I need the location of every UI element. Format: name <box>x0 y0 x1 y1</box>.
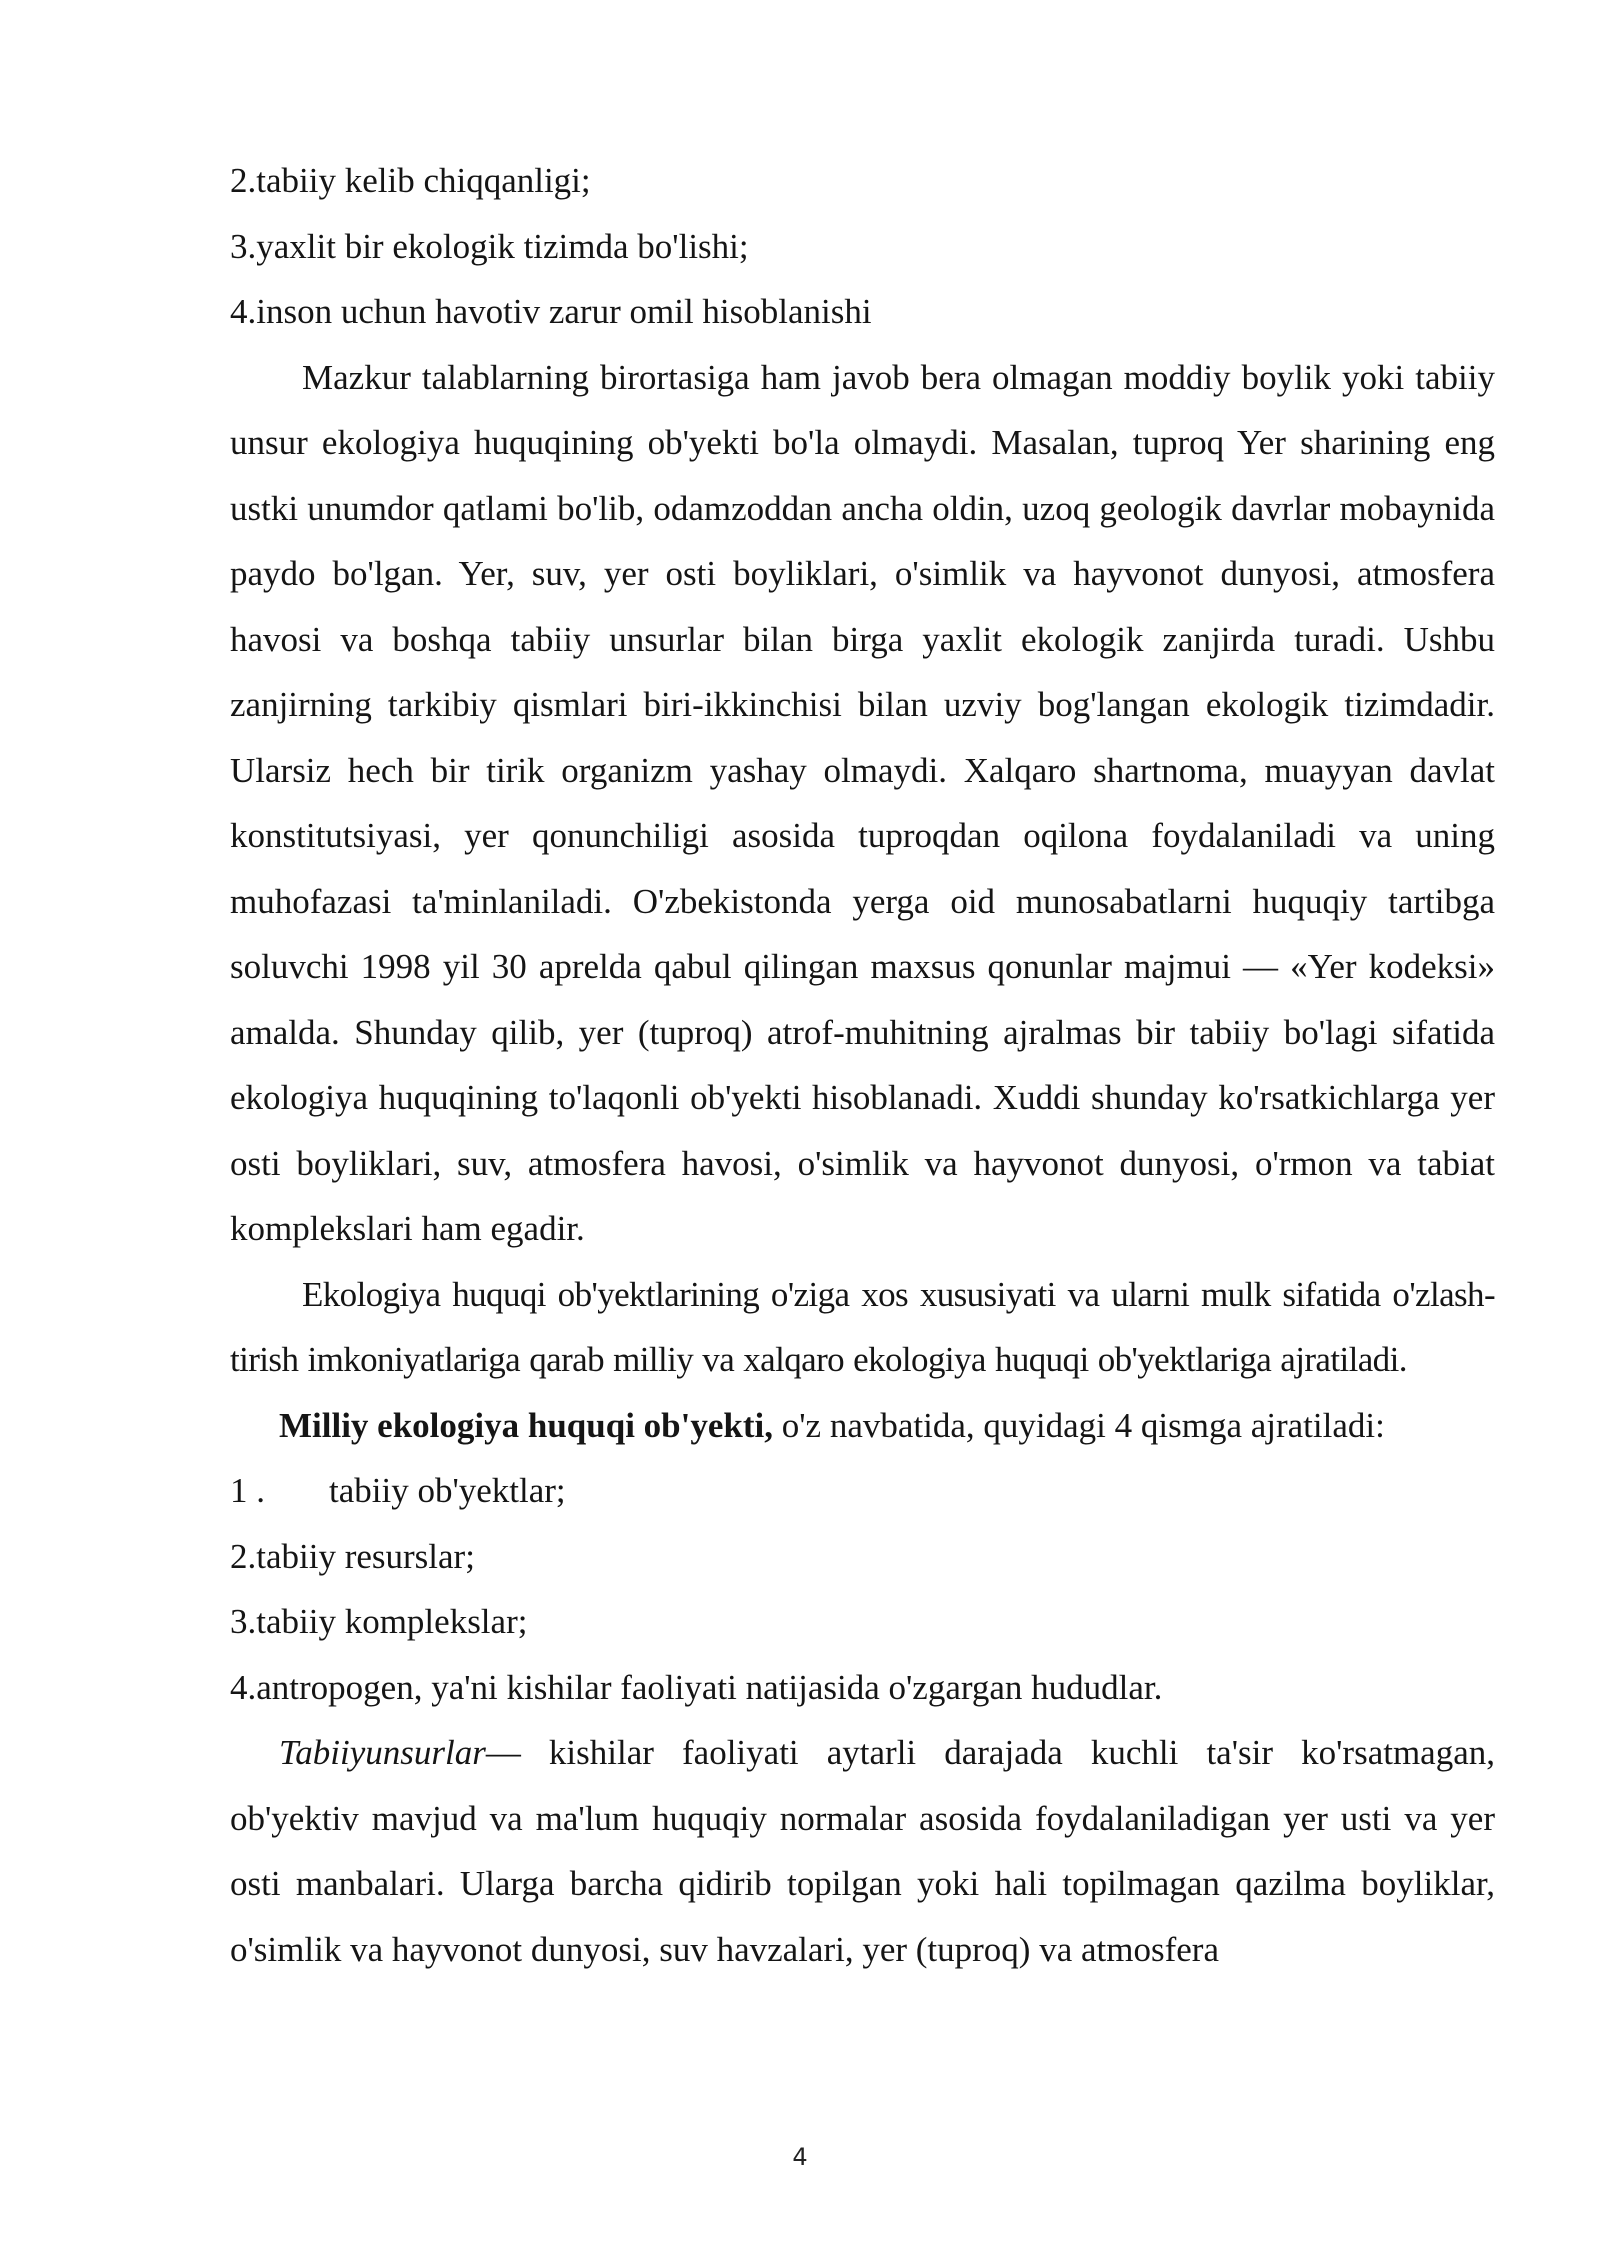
list-text: tabiiy ob'yektlar; <box>329 1471 566 1510</box>
list-number: 2. <box>230 161 257 200</box>
italic-term: Tabiiyunsurlar <box>279 1733 486 1772</box>
paragraph-text: — kishilar faoliyati aytarli darajada kuchli ta'sir ko'rsatmagan, ob'yektiv mavjud va ma'lum huquqiy normalar asosida foydalaniladigan yer usti va yer osti manbalari. Ularga barcha qidirib topilgan yoki hali topilmagan qazilma boyliklar, o'simlik va hayvonot dunyosi, suv havzalari, yer (tuproq) va atmosfera <box>230 1733 1495 1969</box>
paragraph-text: o'z navbatida, quyidagi 4 qismga ajratiladi: <box>773 1405 1385 1445</box>
page-number: 4 <box>792 2143 808 2171</box>
list-text: antropogen, ya'ni kishilar faoliyati natijasida o'zgargan hududlar. <box>256 1667 1163 1707</box>
list-number: 2. <box>230 1536 257 1576</box>
list-number: 1 . <box>230 1471 265 1510</box>
list-number: 4. <box>230 1667 257 1707</box>
list-text: tabiiy komplekslar; <box>256 1602 528 1641</box>
list-item <box>230 279 1495 345</box>
list-text: tabiiy resurslar; <box>256 1536 475 1576</box>
list-text: tabiiy kelib chiqqanligi; <box>256 161 591 200</box>
list-item <box>230 148 1495 214</box>
bold-term: Milliy ekologiya huquqi ob'yekti, <box>279 1405 773 1445</box>
list-number: 3. <box>230 1602 257 1641</box>
paragraph-objects-requirements: Mazkur talablarning birortasiga ham javob bera olmagan moddiy boylik yoki tabiiy unsur ekologiya huquqining ob'yekti bo'la olmaydi. Masalan, tuproq Yer sharining eng ustki unumdor qatlami bo'lib, odamzoddan ancha oldin, uzoq geologik davrlar mobaynida paydo bo'lgan. Yer, suv, yer osti boyliklari, o'simlik va hayvonot dunyosi, atmosfera havosi va boshqa tabiiy unsurlar bilan birga yaxlit ekologik zanjirda turadi. Ushbu zanjirning tarkibiy qismlari biri-ikkinchisi bilan uzviy bog'langan ekologik tizimdadir. Ularsiz hech bir tirik organizm yashay olmaydi. Xalqaro shartnoma, muayyan davlat konstitutsiyasi, yer qonunchiligi asosida tuproqdan oqilona foydalaniladi va uning muhofazasi ta'minlaniladi. O'zbekistonda yerga oid munosabatlarni huquqiy tartibga soluvchi 1998 yil 30 aprelda qabul qilingan maxsus qonunlar majmui — «Yer kodeksi» amalda. Shunday qilib, yer (tuproq) atrof-muhitning ajralmas bir tabiiy bo'lagi sifatida ekologiya huquqining to'laqonli ob'yekti hisoblanadi. Xuddi shunday ko'rsatkichlarga yer osti boyliklari, suv, atmosfera havosi, o'simlik va hayvonot dunyosi, o'rmon va tabiat komplekslari ham egadir. <box>230 357 1495 1248</box>
list-item <box>230 214 1495 280</box>
list-item <box>230 1524 1495 1590</box>
list-item <box>230 1458 1495 1524</box>
paragraph-objects-classification: Ekologiya huquqi ob'yektlarining o'ziga xos xususiyati va ularni mulk sifatida o'zlash-tirish imkoniyatlariga qarab milliy va xalqaro ekologiya huquqi ob'yektlariga ajratiladi. <box>230 1274 1495 1379</box>
paragraph-natural-elements <box>230 1720 1495 1982</box>
list-text: inson uchun havotiv zarur omil hisoblanishi <box>256 292 872 331</box>
list-item <box>230 1655 1495 1721</box>
list-text: yaxlit bir ekologik tizimda bo'lishi; <box>256 226 749 266</box>
list-number: 4. <box>230 292 257 331</box>
body-text <box>230 148 1495 1982</box>
list-number: 3. <box>230 226 257 266</box>
paragraph-national-objects <box>230 1393 1495 1459</box>
list-item <box>230 1589 1495 1655</box>
